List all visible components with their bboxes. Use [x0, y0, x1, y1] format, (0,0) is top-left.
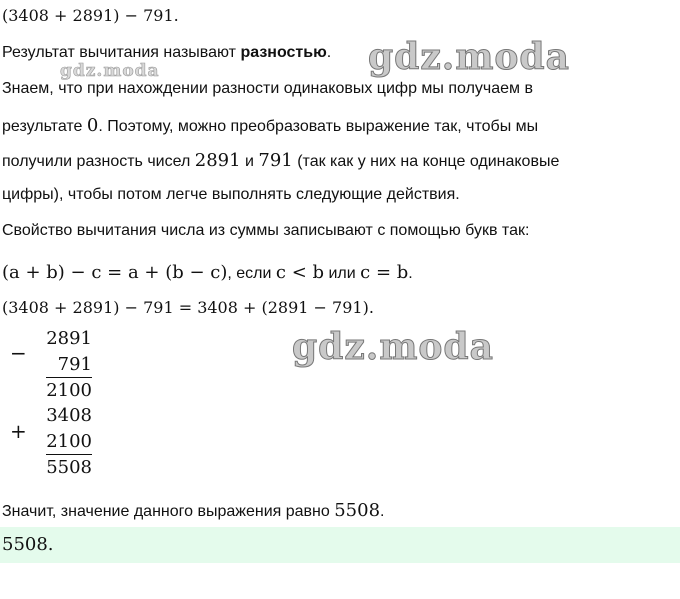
formula-if: , если	[227, 265, 276, 282]
formula-expr: (a + b) − c = a + (b − c)	[2, 262, 228, 283]
formula-end: .	[408, 265, 413, 282]
column-addend-1: 3408	[46, 405, 92, 426]
column-subtrahend: 791	[46, 354, 92, 378]
zero-number: 0	[86, 115, 99, 136]
line3-a: получили разность чисел	[2, 153, 195, 170]
number-791: 791	[258, 150, 293, 171]
column-sum: 5508	[46, 457, 92, 478]
number-2891: 2891	[194, 150, 241, 171]
transform-expression: (3408 + 2891) − 791 = 3408 + (2891 − 791).	[2, 298, 374, 317]
header-expression: (3408 + 2891) − 791.	[2, 6, 179, 25]
column-plus-sign: +	[10, 419, 27, 443]
p1-end: .	[326, 44, 332, 61]
formula-cond1: c < b	[275, 262, 325, 283]
formula-line	[2, 262, 413, 283]
conclusion-text: Значит, значение данного выражения равно	[2, 503, 335, 520]
line2-a: результате	[2, 118, 87, 135]
paragraph-line-1: Знаем, что при нахождении разности одинаковых цифр мы получаем в	[2, 80, 533, 97]
paragraph-line-4: цифры), чтобы потом легче выполнять следующие действия.	[2, 186, 460, 203]
line3-c: (так как у них на конце одинаковые	[292, 153, 560, 170]
p1-bold: разностью	[240, 44, 327, 61]
column-minuend: 2891	[46, 328, 92, 349]
conclusion-line	[2, 500, 385, 521]
paragraph-result-definition	[2, 44, 331, 62]
line2-b: . Поэтому, можно преобразовать выражение так, чтобы мы	[98, 118, 539, 135]
formula-or: или	[324, 265, 361, 282]
paragraph-line-2	[2, 115, 538, 136]
column-difference: 2100	[46, 380, 92, 401]
formula-cond2: c = b	[360, 262, 409, 283]
conclusion-value: 5508	[334, 500, 381, 521]
conclusion-end: .	[380, 503, 385, 520]
watermark-small-top: gdz.moda	[60, 61, 160, 81]
column-addend-2: 2100	[46, 431, 92, 455]
p1-text: Результат вычитания называют	[2, 44, 241, 61]
line3-b: и	[240, 153, 259, 170]
watermark-big-top: gdz.moda	[368, 36, 570, 78]
watermark-big-middle: gdz.moda	[292, 326, 494, 368]
column-minus-sign: −	[10, 341, 27, 365]
property-paragraph: Свойство вычитания числа из суммы записывают с помощью букв так:	[2, 222, 530, 239]
answer-text: 5508.	[2, 534, 54, 555]
paragraph-line-3	[2, 150, 559, 171]
answer-box	[0, 527, 680, 563]
